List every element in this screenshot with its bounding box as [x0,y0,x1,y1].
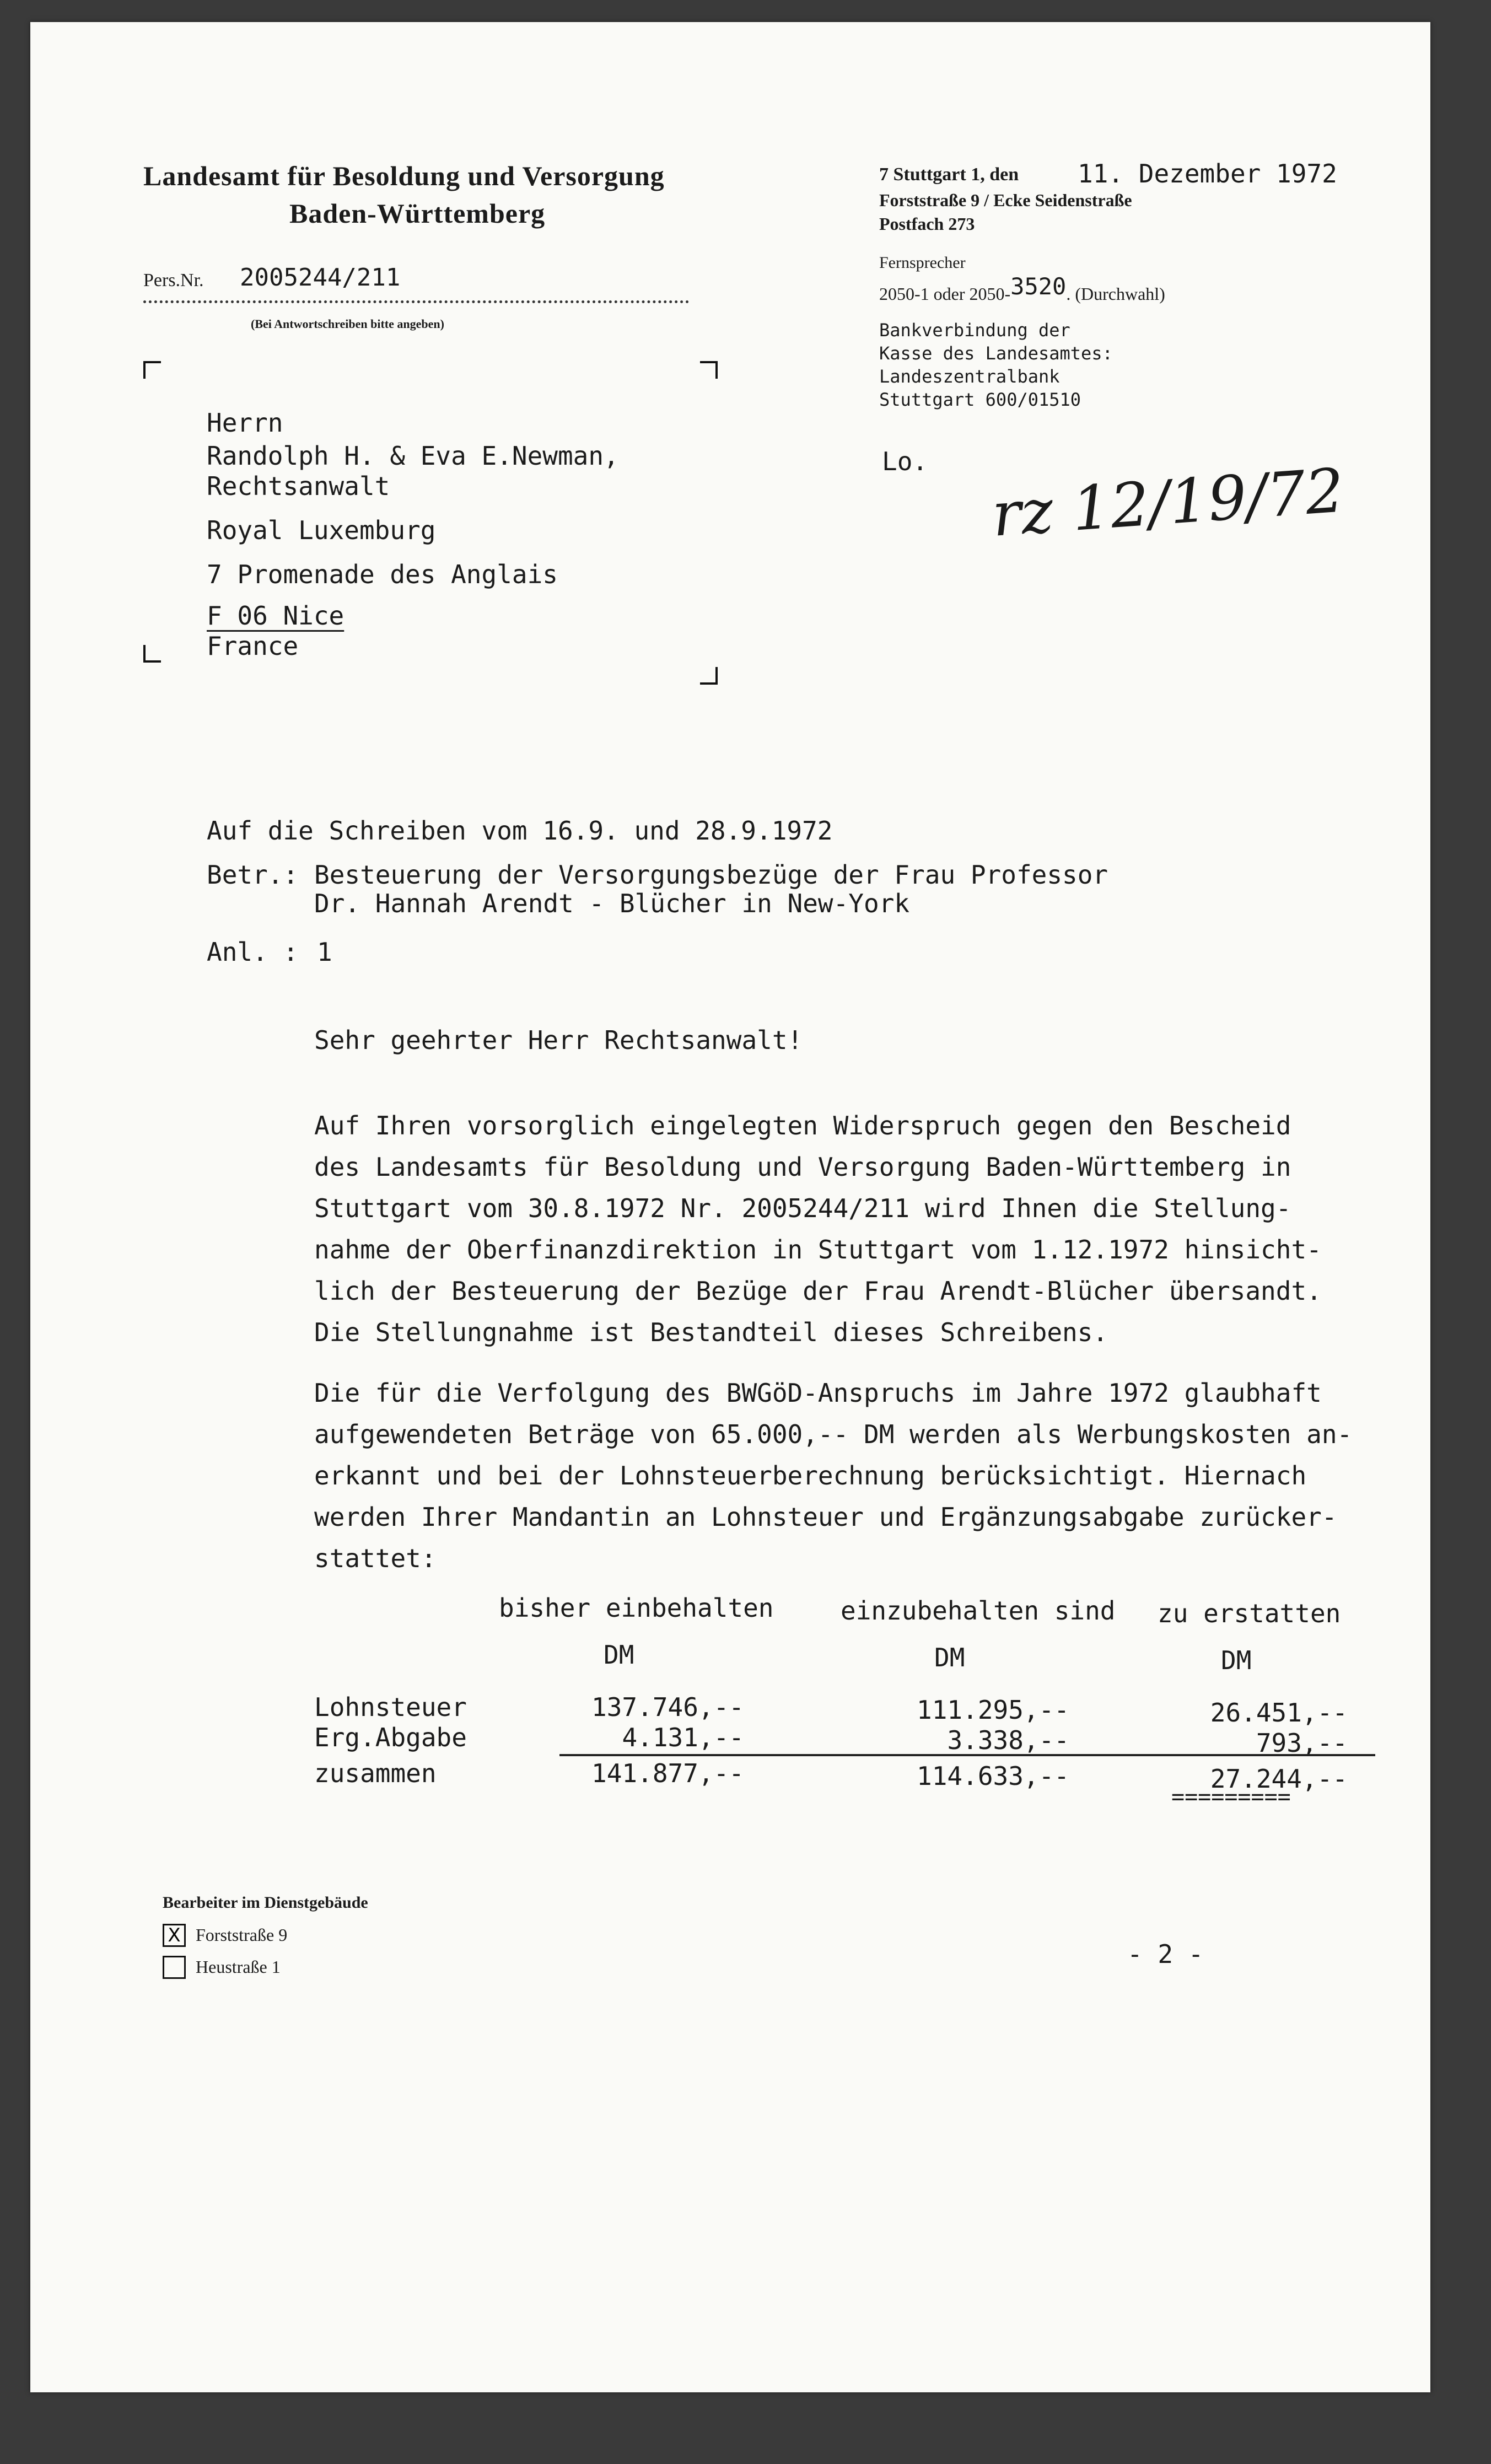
betr-line-2: Dr. Hannah Arendt - Blücher in New-York [314,889,910,918]
bank-line-4: Stuttgart 600/01510 [879,389,1081,410]
office-name: Landesamt für Besoldung und Versorgung [143,160,665,191]
table-row-label: Erg.Abgabe [314,1723,467,1752]
bank-line-3: Landeszentralbank [879,366,1060,387]
bank-line-2: Kasse des Landesamtes: [879,343,1113,364]
p2-line: werden Ihrer Mandantin an Lohnsteuer und Ergänzungsabgabe zurücker- [314,1502,1337,1532]
p1-line: Auf Ihren vorsorglich eingelegten Widerspruch gegen den Bescheid [314,1111,1291,1140]
p2-line: stattet: [314,1543,437,1573]
table-unit-1: DM [604,1640,634,1670]
checkbox-heustrasse[interactable] [163,1956,186,1979]
reference-letters: Auf die Schreiben vom 16.9. und 28.9.1972 [207,816,833,846]
anl-value: 1 [317,937,332,967]
table-cell: 114.633,-- [917,1761,1069,1791]
phone-number-base: 2050-1 oder 2050- [879,284,1011,304]
recipient-line-6: F 06 Nice [207,601,345,631]
letter-date: 11. Dezember 1972 [1078,159,1337,189]
office-street: Forststraße 9 / Ecke Seidenstraße [879,190,1132,210]
p1-line: Stuttgart vom 30.8.1972 Nr. 2005244/211 wird Ihnen die Stellung- [314,1193,1291,1223]
office-postbox: Postfach 273 [879,214,975,234]
table-cell: 26.451,-- [1210,1698,1348,1728]
reply-note: (Bei Antwortschreiben bitte angeben) [251,317,444,331]
handwritten-note: rz 12/19/72 [989,455,1347,550]
option-heustrasse-label: Heustraße 1 [196,1957,281,1977]
table-unit-2: DM [934,1643,965,1672]
p1-line: lich der Besteuerung der Bezüge der Frau Arendt-Blücher übersandt. [314,1276,1322,1306]
table-unit-3: DM [1221,1645,1252,1675]
p1-line: nahme der Oberfinanzdirektion in Stuttgart vom 1.12.1972 hinsicht- [314,1235,1322,1265]
table-row-label: zusammen [314,1758,437,1788]
table-cell: 111.295,-- [917,1695,1069,1725]
betr-label: Betr.: [207,860,299,890]
recipient-line-3: Rechtsanwalt [207,471,390,501]
initials: Lo. [882,446,928,476]
option-forststrasse-label: Forststraße 9 [196,1925,288,1945]
table-cell: 3.338,-- [947,1725,1069,1755]
p1-line: des Landesamts für Besoldung und Versorgung Baden-Württemberg in [314,1152,1291,1182]
pers-nr-dotted-line [143,300,689,303]
table-cell: 137.746,-- [591,1692,744,1722]
phone-number [879,273,1165,305]
p2-line: aufgewendeten Beträge von 65.000,-- DM werden als Werbungskosten an- [314,1419,1353,1449]
phone-extension: 3520 [1010,273,1067,300]
phone-label: Fernsprecher [879,254,966,272]
phone-suffix: . (Durchwahl) [1066,284,1165,304]
recipient-line-5: 7 Promenade des Anglais [207,559,558,589]
betr-line-1: Besteuerung der Versorgungsbezüge der Frau Professor [314,860,1108,890]
office-region: Baden-Württemberg [289,198,546,229]
table-cell: 4.131,-- [622,1723,744,1752]
table-cell: 27.244,-- [1210,1764,1348,1794]
table-cell: 793,-- [1256,1728,1348,1758]
table-row-label: Lohnsteuer [314,1692,467,1722]
p2-line: Die für die Verfolgung des BWGöD-Anspruchs im Jahre 1972 glaubhaft [314,1378,1322,1408]
table-double-rule: ========= [1171,1784,1291,1810]
recipient-line-1: Herrn [207,408,283,438]
bearbeiter-label: Bearbeiter im Dienstgebäude [163,1893,368,1912]
table-cell: 141.877,-- [591,1758,744,1788]
pers-nr-label: Pers.Nr. [143,270,204,290]
p1-line: Die Stellungnahme ist Bestandteil dieses Schreibens. [314,1317,1108,1347]
checkbox-forststrasse[interactable]: X [163,1924,186,1947]
recipient-line-2: Randolph H. & Eva E.Newman, [207,441,619,471]
table-col-header-3: zu erstatten [1158,1599,1341,1628]
page-marker: - 2 - [1127,1939,1204,1969]
recipient-line-4: Royal Luxemburg [207,515,436,545]
table-sum-rule [559,1754,1375,1756]
table-col-header-2: einzubehalten sind [841,1596,1116,1626]
address-corner-bottom-left [143,645,161,663]
address-corner-top-right [700,361,718,379]
anl-label: Anl. : [207,937,299,967]
p2-line: erkannt und bei der Lohnsteuerberechnung berücksichtigt. Hiernach [314,1461,1307,1491]
address-corner-bottom-right [700,667,718,685]
table-col-header-1: bisher einbehalten [499,1593,774,1623]
place-date-prefix: 7 Stuttgart 1, den [879,164,1019,185]
address-corner-top-left [143,361,161,379]
recipient-line-7: France [207,631,299,661]
pers-nr-value: 2005244/211 [240,263,401,292]
letter-page [30,22,1430,2392]
salutation: Sehr geehrter Herr Rechtsanwalt! [314,1025,803,1055]
bank-line-1: Bankverbindung der [879,320,1070,341]
